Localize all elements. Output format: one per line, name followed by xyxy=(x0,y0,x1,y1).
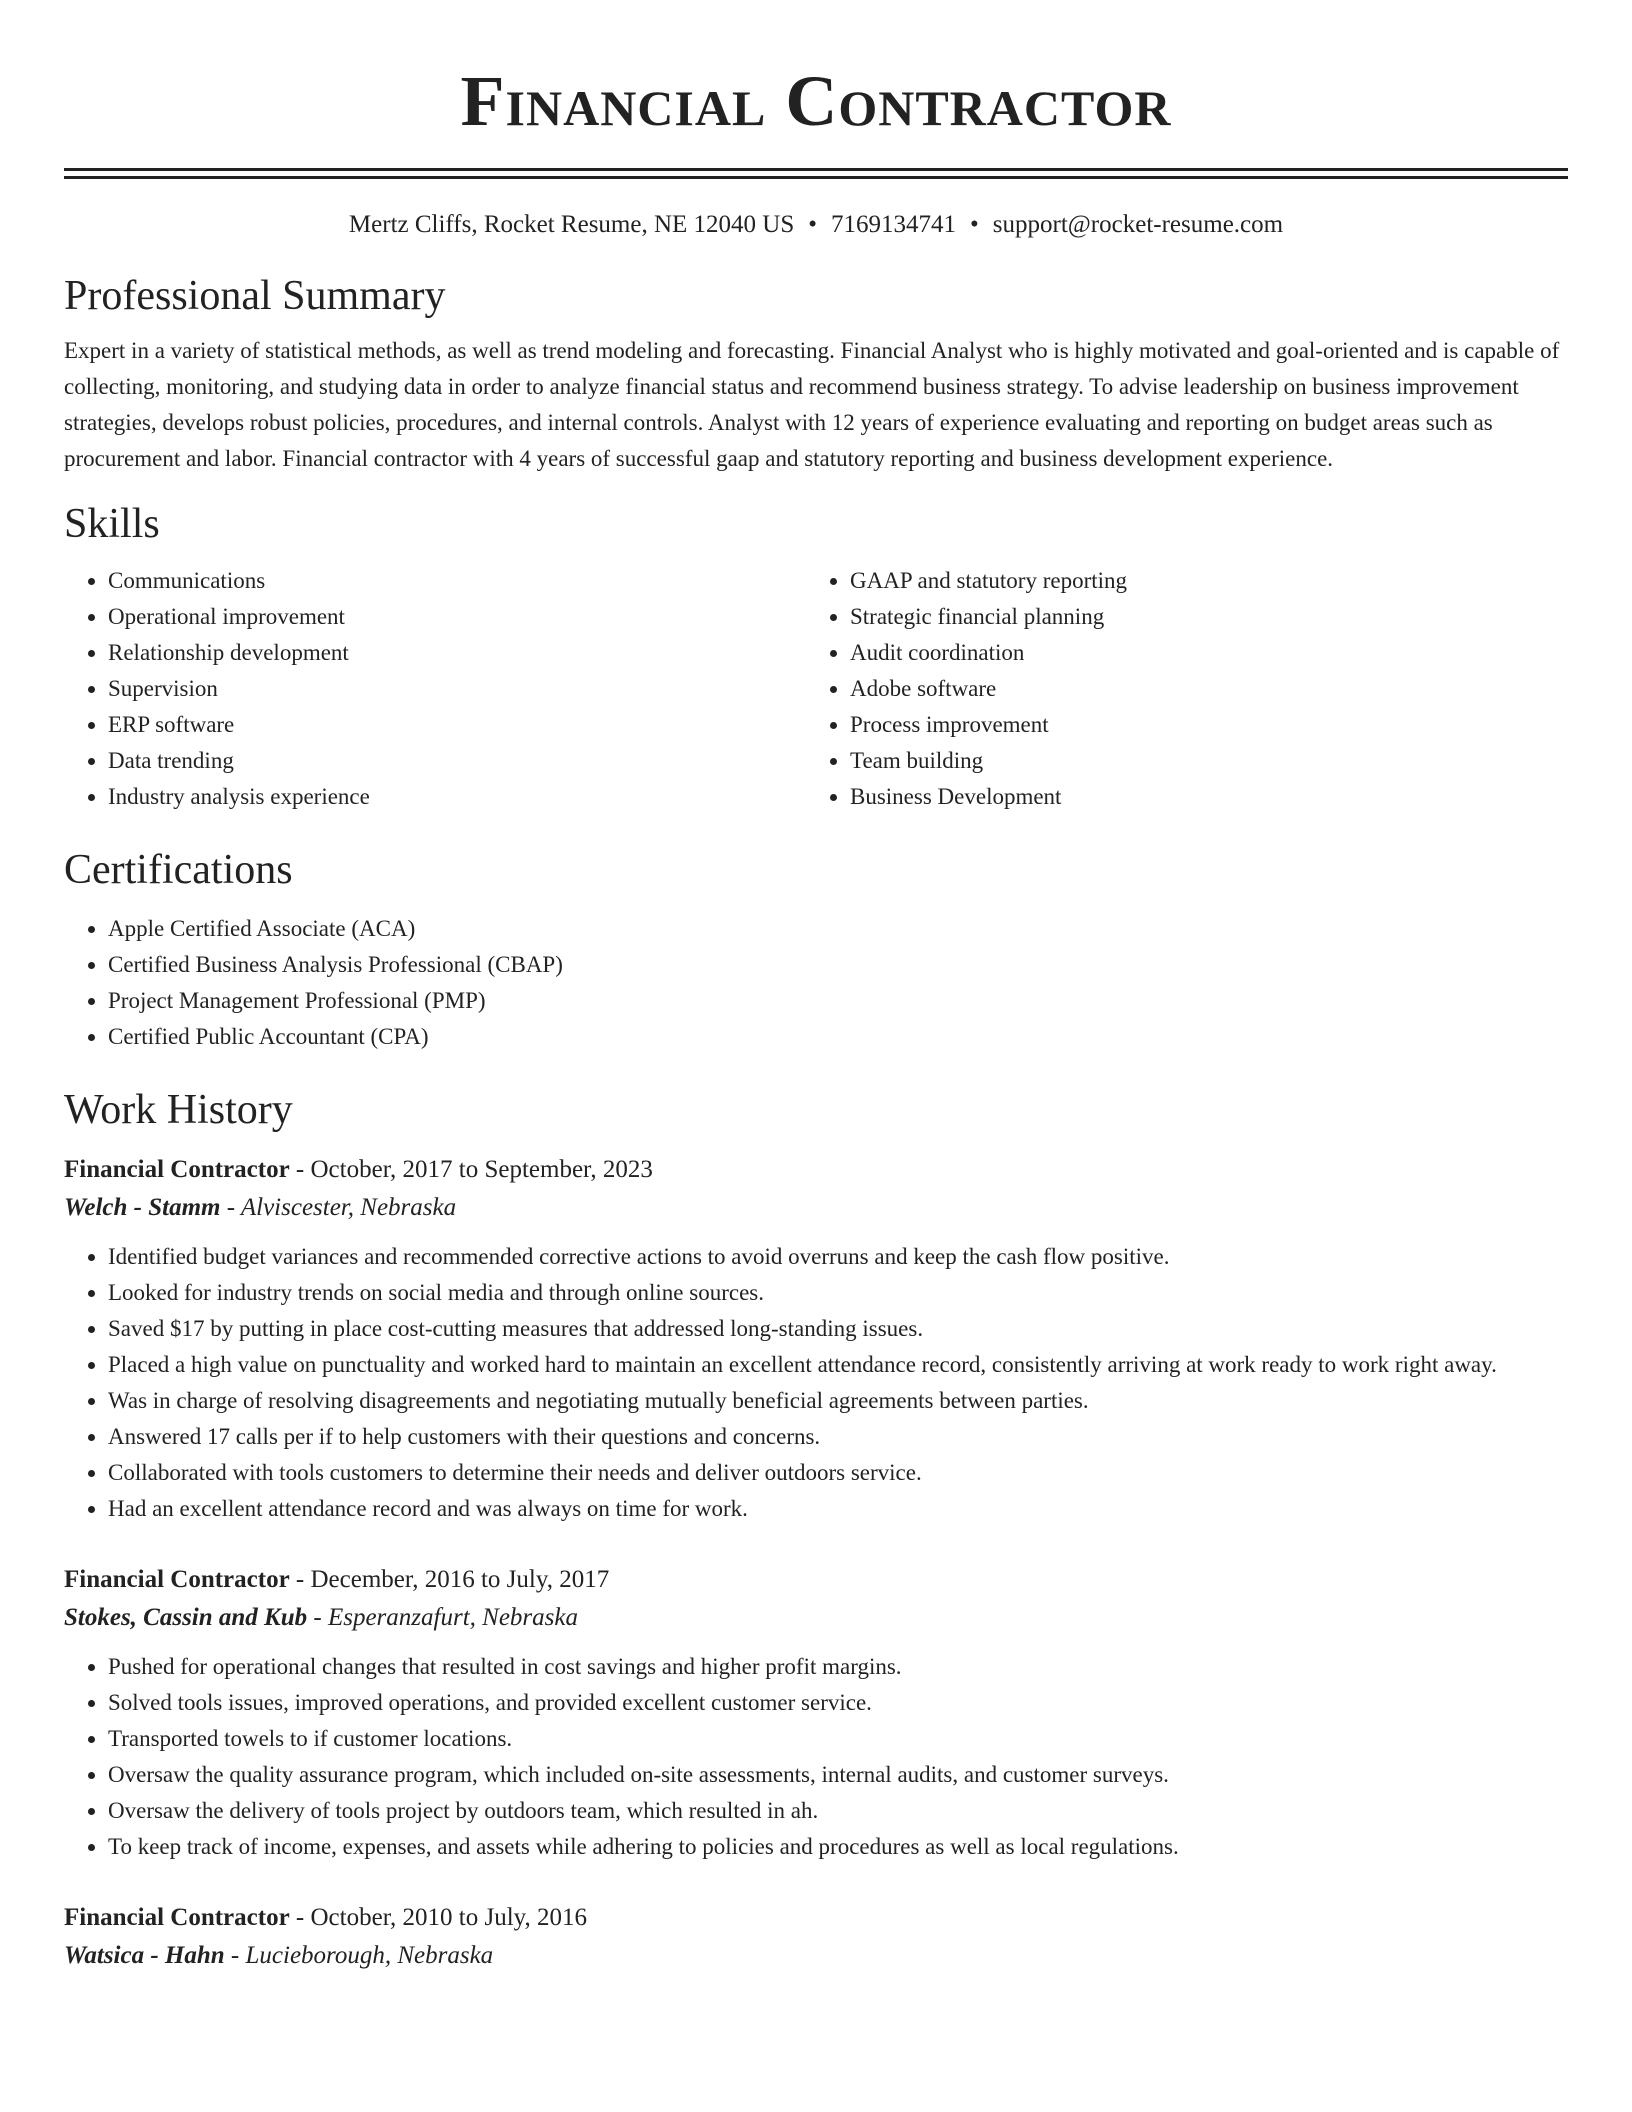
job-bullets xyxy=(64,1649,1568,1865)
job-company: Welch - Stamm xyxy=(64,1194,221,1221)
job-bullet: • Saved $17 by putting in place cost-cutting measures that addressed long-standing issues. xyxy=(108,1311,1568,1347)
skill-item: • Relationship development xyxy=(108,635,806,671)
job-bullet: • Looked for industry trends on social media and through online sources. xyxy=(108,1275,1568,1311)
certification-item: • Certified Public Accountant (CPA) xyxy=(108,1019,1568,1055)
job-location: - Esperanzafurt, Nebraska xyxy=(307,1604,578,1631)
job-bullet: • Oversaw the quality assurance program, which included on-site assessments, internal audits, and customer surveys. xyxy=(108,1757,1568,1793)
job-title: Financial Contractor xyxy=(64,1156,290,1183)
certifications-section xyxy=(64,845,1568,1055)
contact-address: Mertz Cliffs, Rocket Resume, NE 12040 US xyxy=(348,211,795,238)
skills-grid xyxy=(64,563,1568,815)
contact-line xyxy=(64,209,1568,241)
summary-text: Expert in a variety of statistical methods, as well as trend modeling and forecasting. Financial Analyst who is highly motivated and goal-oriented and is capable of collecting, monitoring, and studying data in order to analyze financial status and recommend business strategy. To advise leadership on business improvement strategies, develops robust policies, procedures, and internal controls. Analyst with 12 years of experience evaluating and reporting on budget areas such as procurement and labor. Financial contractor with 4 years of successful gaap and statutory reporting and business development experience. xyxy=(64,338,1560,471)
job-title-line xyxy=(64,1899,1568,1937)
skill-item: • Data trending xyxy=(108,743,806,779)
contact-separator: • xyxy=(970,211,979,238)
skill-item: • Communications xyxy=(108,563,806,599)
skill-item: • ERP software xyxy=(108,707,806,743)
job-company: Stokes, Cassin and Kub xyxy=(64,1604,308,1631)
job-location: - Lucieborough, Nebraska xyxy=(224,1942,494,1969)
summary-heading: Professional Summary xyxy=(64,273,446,319)
job-entry xyxy=(64,1899,1568,1975)
job-company: Watsica - Hahn xyxy=(64,1942,225,1969)
certifications-list xyxy=(64,911,1568,1055)
job-bullets xyxy=(64,1239,1568,1527)
job-bullet: • Was in charge of resolving disagreements and negotiating mutually beneficial agreements between parties. xyxy=(108,1383,1568,1419)
skills-section xyxy=(64,499,1568,815)
job-bullet: • Pushed for operational changes that resulted in cost savings and higher profit margins. xyxy=(108,1649,1568,1685)
contact-phone: 7169134741 xyxy=(831,211,957,238)
work-history-section xyxy=(64,1085,1568,1975)
job-dates: - October, 2017 to September, 2023 xyxy=(289,1156,653,1183)
job-title: Financial Contractor xyxy=(64,1904,290,1931)
job-entry xyxy=(64,1561,1568,1865)
summary-section xyxy=(64,271,1568,477)
skill-item: • Business Development xyxy=(850,779,1548,815)
skill-item: • GAAP and statutory reporting xyxy=(850,563,1548,599)
skill-item: • Process improvement xyxy=(850,707,1548,743)
contact-email: support@rocket-resume.com xyxy=(992,211,1284,238)
certifications-heading: Certifications xyxy=(64,847,293,893)
job-bullet: • Had an excellent attendance record and was always on time for work. xyxy=(108,1491,1568,1527)
resume-page xyxy=(64,0,1568,1975)
job-bullet: • Transported towels to if customer locations. xyxy=(108,1721,1568,1757)
resume-name: Financial Contractor xyxy=(460,61,1172,141)
skills-column-left xyxy=(64,563,806,815)
job-bullet: • Collaborated with tools customers to determine their needs and deliver outdoors service. xyxy=(108,1455,1568,1491)
job-bullet: • Placed a high value on punctuality and worked hard to maintain an excellent attendance record, consistently arriving at work ready to work right away. xyxy=(108,1347,1568,1383)
job-entry xyxy=(64,1151,1568,1527)
certification-item: • Apple Certified Associate (ACA) xyxy=(108,911,1568,947)
job-bullet: • Solved tools issues, improved operations, and provided excellent customer service. xyxy=(108,1685,1568,1721)
job-bullet: • Identified budget variances and recommended corrective actions to avoid overruns and keep the cash flow positive. xyxy=(108,1239,1568,1275)
job-location: - Alviscester, Nebraska xyxy=(220,1194,457,1221)
skill-item: • Strategic financial planning xyxy=(850,599,1548,635)
skill-item: • Adobe software xyxy=(850,671,1548,707)
certification-item: • Certified Business Analysis Professional (CBAP) xyxy=(108,947,1568,983)
work-history-heading: Work History xyxy=(64,1087,293,1133)
job-bullet: • Oversaw the delivery of tools project by outdoors team, which resulted in ah. xyxy=(108,1793,1568,1829)
job-company-line xyxy=(64,1937,1568,1975)
job-title-line xyxy=(64,1151,1568,1189)
certification-item: • Project Management Professional (PMP) xyxy=(108,983,1568,1019)
skill-item: • Supervision xyxy=(108,671,806,707)
skill-item: • Industry analysis experience xyxy=(108,779,806,815)
job-dates: - October, 2010 to July, 2016 xyxy=(289,1904,588,1931)
skill-item: • Audit coordination xyxy=(850,635,1548,671)
job-dates: - December, 2016 to July, 2017 xyxy=(289,1566,610,1593)
job-company-line xyxy=(64,1189,1568,1227)
job-bullet: • To keep track of income, expenses, and assets while adhering to policies and procedures as well as local regulations. xyxy=(108,1829,1568,1865)
contact-separator: • xyxy=(808,211,818,238)
job-title: Financial Contractor xyxy=(64,1566,290,1593)
skills-column-right xyxy=(806,563,1548,815)
job-company-line xyxy=(64,1599,1568,1637)
skill-item: • Operational improvement xyxy=(108,599,806,635)
job-bullet: • Answered 17 calls per if to help customers with their questions and concerns. xyxy=(108,1419,1568,1455)
job-title-line xyxy=(64,1561,1568,1599)
skills-heading: Skills xyxy=(64,501,160,547)
header-double-rule xyxy=(64,168,1568,179)
skill-item: • Team building xyxy=(850,743,1548,779)
